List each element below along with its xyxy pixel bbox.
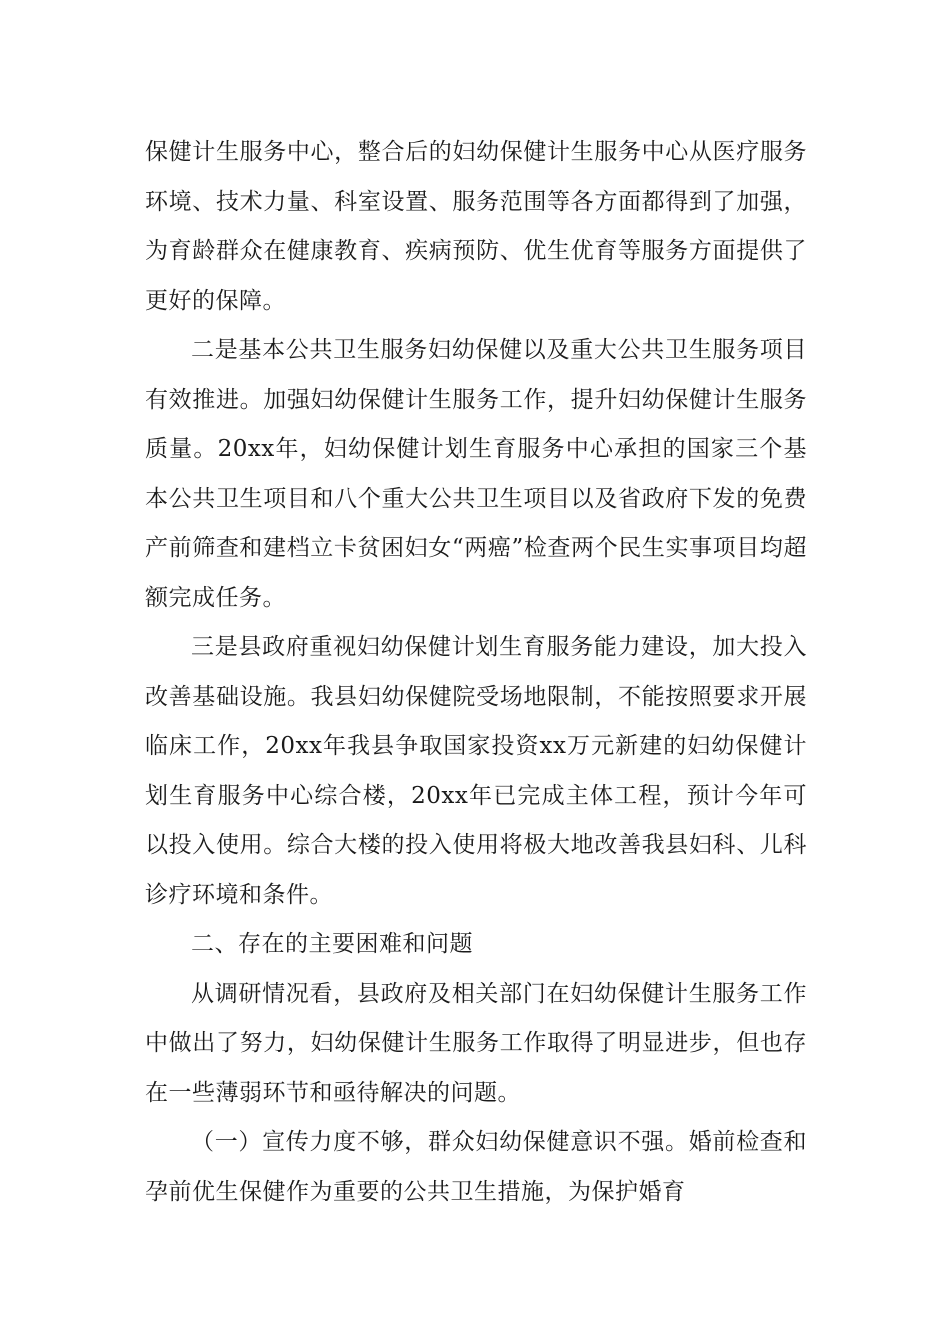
body-text xyxy=(145,128,807,1217)
section-heading: 二、存在的主要困难和问题 xyxy=(191,931,473,957)
paragraph-item-two: 二是基本公共卫生服务妇幼保健以及重大公共卫生服务项目有效推进。加强妇幼保健计生服务工作，提升妇幼保健计生服务质量。20xx年，妇幼保健计划生育服务中心承担的国家三个基本公共卫生项目和八个重大公共卫生项目以及省政府下发的免费产前筛查和建档立卡贫困妇女“两癌”检查两个民生实事项目均超额完成任务。 xyxy=(145,337,807,611)
paragraph-subsection-one: （一）宣传力度不够，群众妇幼保健意识不强。婚前检查和孕前优生保健作为重要的公共卫生措施，为保护婚育 xyxy=(145,1129,807,1205)
paragraph-survey-summary: 从调研情况看，县政府及相关部门在妇幼保健计生服务工作中做出了努力，妇幼保健计生服务工作取得了明显进步，但也存在一些薄弱环节和亟待解决的问题。 xyxy=(145,980,807,1106)
paragraph-continuation: 保健计生服务中心，整合后的妇幼保健计生服务中心从医疗服务环境、技术力量、科室设置、服务范围等各方面都得到了加强，为育龄群众在健康教育、疾病预防、优生优育等服务方面提供了更好的保障。 xyxy=(145,139,807,314)
paragraph-item-three: 三是县政府重视妇幼保健计划生育服务能力建设，加大投入改善基础设施。我县妇幼保健院受场地限制，不能按照要求开展临床工作，20xx年我县争取国家投资xx万元新建的妇幼保健计划生育服务中心综合楼，20xx年已完成主体工程，预计今年可以投入使用。综合大楼的投入使用将极大地改善我县妇科、儿科诊疗环境和条件。 xyxy=(145,634,807,908)
